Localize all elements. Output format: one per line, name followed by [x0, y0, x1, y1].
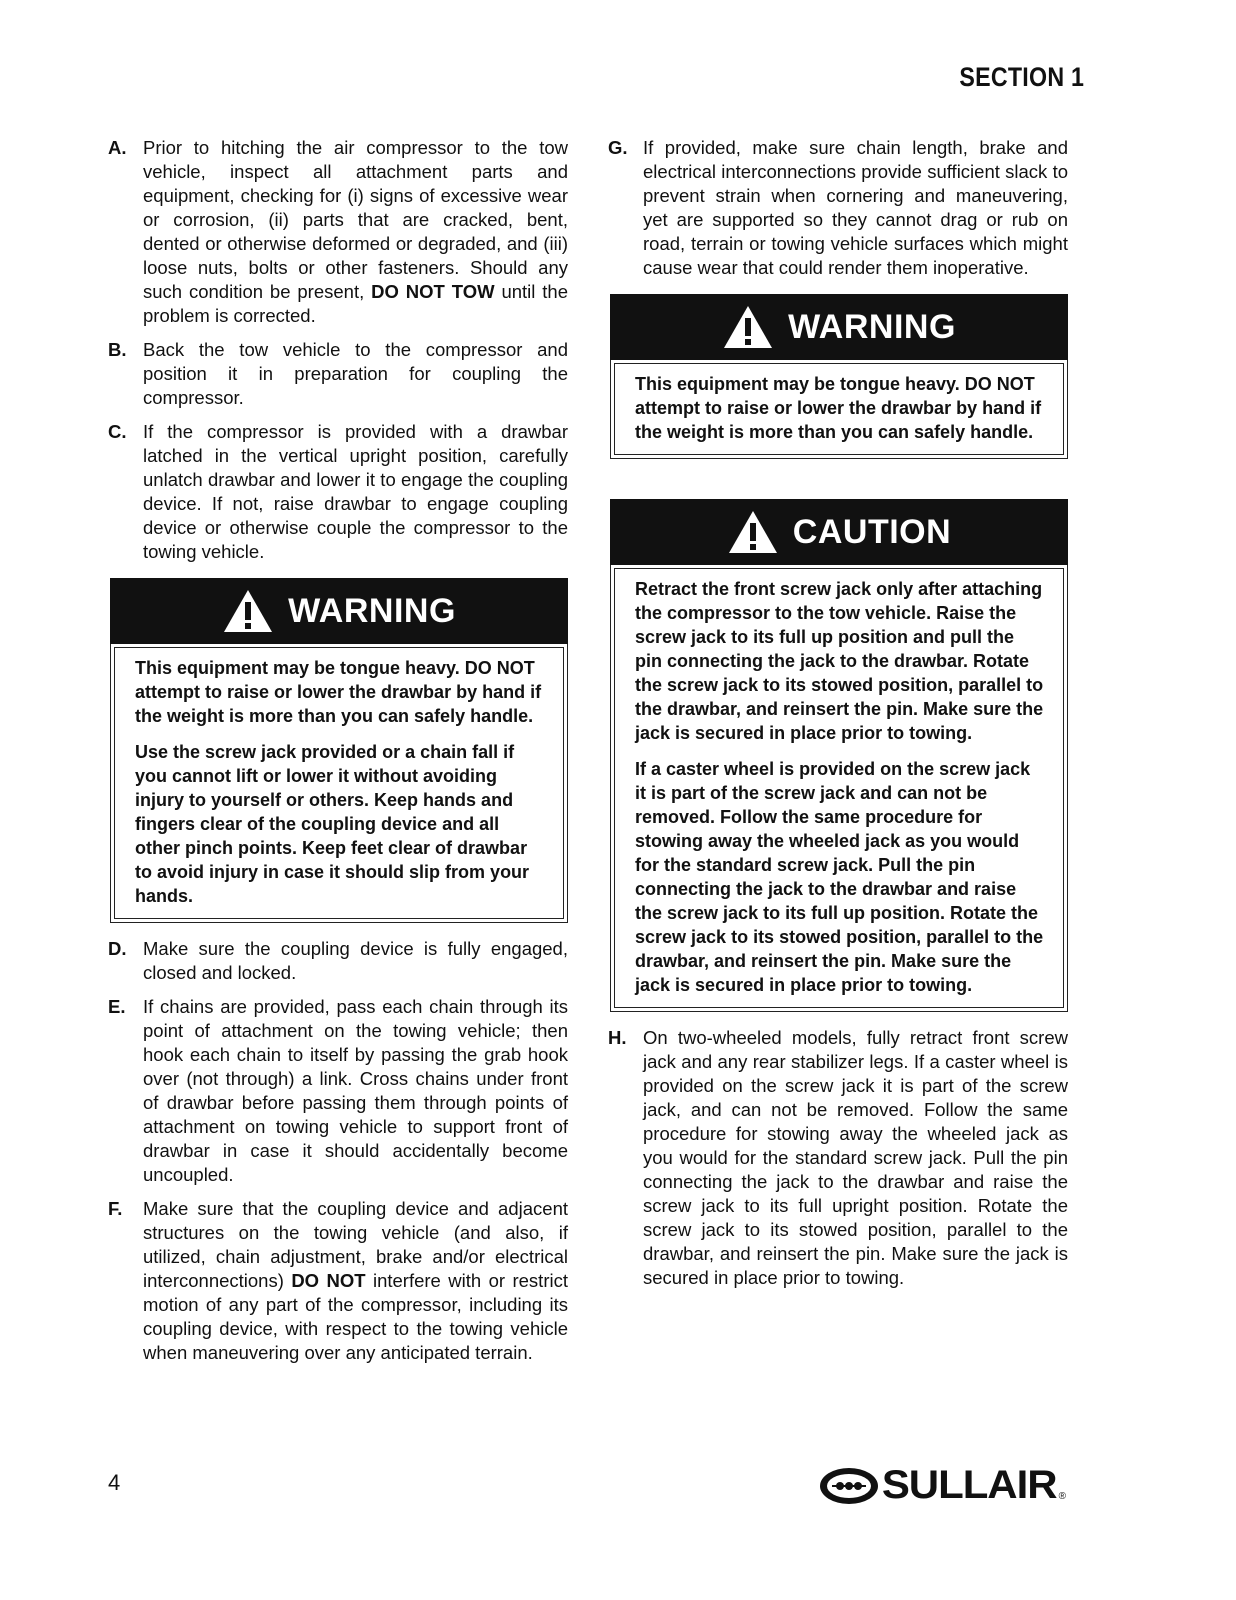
page-number: 4 [108, 1470, 121, 1495]
right-column [608, 136, 1068, 1300]
list-item-b [108, 338, 568, 410]
logo-wordmark: SULLAIR [882, 1463, 1057, 1507]
warning-label: WARNING [288, 591, 456, 630]
caution-box [610, 499, 1068, 1012]
caution-triangle-icon [727, 509, 779, 555]
warning-paragraph: This equipment may be tongue heavy. DO NOT attempt to raise or lower the drawbar by hand if the weight is more than you can safely handle. [635, 374, 1042, 442]
warning-box [610, 294, 1068, 459]
item-letter: A. [108, 137, 127, 158]
caution-paragraph: If a caster wheel is provided on the screw jack it is part of the screw jack and can not be removed. Follow the same procedure for stowing away the wheeled jack as you would for the standard screw jack. Pull the pin connecting the jack to the drawbar and raise the screw jack to its full up position. Rotate the screw jack to its stowed position, parallel to the drawbar, and reinsert the pin. Make sure the jack is secured in place prior to towing. [635, 759, 1044, 995]
item-letter: E. [108, 996, 126, 1017]
item-text: On two-wheeled models, fully retract front screw jack and any rear stabilizer legs. If a caster wheel is provided on the screw jack it is part of the screw jack, and can not be removed. Follow the same procedure for stowing away the wheeled jack as you would for the standard screw jack. Pull the pin connecting the jack to the drawbar and raise the screw jack to its full upright position. Rotate the screw jack to its stowed position, parallel to the drawbar, and reinsert the pin. Make sure the jack is secured in place prior to towing. [643, 1027, 1068, 1288]
item-text: Back the tow vehicle to the compressor and position it in preparation for coupling the compressor. [143, 339, 568, 408]
registered-mark: ® [1058, 1491, 1066, 1502]
list-item-g [608, 136, 1068, 280]
warning-paragraph: Use the screw jack provided or a chain fall if you cannot lift or lower it without avoiding injury to yourself or others. Keep hands and fingers clear of the coupling device and all other pinch points. Keep feet clear of drawbar to avoid injury in case it should slip from your hands. [135, 742, 530, 906]
caution-banner [610, 499, 1068, 565]
item-letter: H. [608, 1027, 627, 1048]
warning-frame [110, 644, 568, 923]
warning-body [114, 647, 564, 919]
item-letter: F. [108, 1198, 123, 1219]
item-text: Make sure that the coupling device and adjacent structures on the towing vehicle (and also, if utilized, chain adjustment, brake and/or electrical interconnections) DO NOT interfere with or restrict motion of any part of the compressor, including its coupling device, with respect to the towing vehicle when maneuvering over any anticipated terrain. [143, 1198, 568, 1363]
list-item-e [108, 995, 568, 1187]
warning-triangle-icon [222, 588, 274, 634]
list-item-a [108, 136, 568, 328]
item-text: If chains are provided, pass each chain through its point of attachment on the towing vehicle; then hook each chain to itself by passing the grab hook over (not through) a link. Cross chains under front of drawbar before passing them through points of attachment on towing vehicle to support front of drawbar in case it should accidentally become uncoupled. [143, 996, 568, 1185]
caution-label: CAUTION [792, 512, 952, 551]
list-item-d [108, 937, 568, 985]
list-item-c [108, 420, 568, 564]
warning-frame [610, 360, 1068, 459]
sullair-logo [818, 1463, 1066, 1508]
item-letter: B. [108, 339, 127, 360]
list-item-h [608, 1026, 1068, 1290]
item-text: If the compressor is provided with a drawbar latched in the vertical upright position, carefully unlatch drawbar and lower it to engage the coupling device. If not, raise drawbar to engage coupling device or otherwise couple the compressor to the towing vehicle. [143, 421, 568, 562]
warning-box [110, 578, 568, 923]
list-item-f [108, 1197, 568, 1365]
section-heading: SECTION 1 [959, 62, 1084, 92]
item-letter: D. [108, 938, 127, 959]
item-text: Prior to hitching the air compressor to the tow vehicle, inspect all attachment parts and equipment, checking for (i) signs of excessive wear or corrosion, (ii) parts that are cracked, bent, dented or otherwise deformed or degraded, and (iii) loose nuts, bolts or other fasteners. Should any such condition be present, DO NOT TOW until the problem is corrected. [143, 137, 568, 326]
item-text: Make sure the coupling device is fully engaged, closed and locked. [143, 938, 568, 983]
emphasis-do-not: DO NOT [291, 1270, 366, 1291]
item-letter: G. [608, 137, 628, 158]
left-column [108, 136, 568, 1375]
item-text: If provided, make sure chain length, brake and electrical interconnections provide sufficient slack to prevent strain when cornering and maneuvering, yet are supported so they cannot drag or rub on road, terrain or towing vehicle surfaces which might cause wear that could render them inoperative. [643, 137, 1068, 278]
emphasis-do-not-tow: DO NOT TOW [371, 281, 495, 302]
caution-paragraph: Retract the front screw jack only after attaching the compressor to the tow vehicle. Raise the screw jack to its full up position and pull the pin connecting the jack to the drawbar. Rotate the screw jack to its stowed position, parallel to the drawbar, and reinsert the pin. Make sure the jack is secured in place prior to towing. [635, 579, 1044, 743]
warning-banner [110, 578, 568, 644]
caution-frame [610, 565, 1068, 1012]
warning-paragraph: This equipment may be tongue heavy. DO NOT attempt to raise or lower the drawbar by hand if the weight is more than you can safely handle. [135, 658, 542, 726]
caution-body [614, 568, 1064, 1008]
warning-triangle-icon [722, 304, 774, 350]
warning-label: WARNING [788, 307, 956, 346]
warning-banner [610, 294, 1068, 360]
sullair-emblem-icon [818, 1465, 880, 1507]
item-letter: C. [108, 421, 127, 442]
warning-body [614, 363, 1064, 455]
